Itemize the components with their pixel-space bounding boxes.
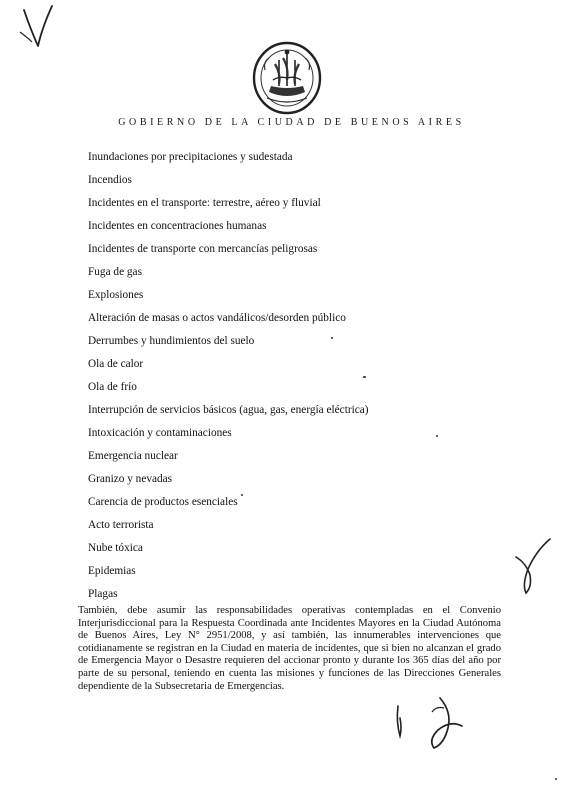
handwritten-check-mark xyxy=(18,2,58,52)
incident-type-item: Incidentes de transporte con mercancías peligrosas xyxy=(88,243,318,255)
incident-type-item: Alteración de masas o actos vandálicos/desorden público xyxy=(88,312,346,324)
incident-type-item: Acto terrorista xyxy=(88,519,154,531)
incident-type-item: Plagas xyxy=(88,588,118,600)
incident-type-item: Carencia de productos esenciales xyxy=(88,496,238,508)
scan-speck xyxy=(555,778,557,780)
handwritten-initials-bottom xyxy=(388,692,468,754)
incident-type-item: Interrupción de servicios básicos (agua, gas, energía eléctrica) xyxy=(88,404,369,416)
body-paragraph: También, debe asumir las responsabilidades operativas contempladas en el Convenio Interjurisdiccional para la Respuesta Coordinada ante Incidentes Mayores en la Ciudad Autónoma de Buenos Aires, Ley N° 2951/2008, y así también, las innumerables intervenciones que cotidianamente se registran en la Ciudad en materia de incidentes, que si bien no alcanzan el grado de Emergencia Mayor o Desastre requieren del accionar pronto y durante los 365 días del año por parte de su personal, teniendo en cuenta las misiones y funciones de las Direcciones Generales dependiente de la Subsecretaria de Emergencias. xyxy=(78,605,501,692)
incident-type-item: Inundaciones por precipitaciones y sudestada xyxy=(88,151,293,163)
incident-type-item: Granizo y nevadas xyxy=(88,473,173,485)
incident-type-item: Intoxicación y contaminaciones xyxy=(88,427,232,439)
incident-type-item: Epidemias xyxy=(88,565,136,577)
city-coat-of-arms-icon xyxy=(249,40,325,116)
incident-type-item: Incidentes en el transporte: terrestre, aéreo y fluvial xyxy=(88,197,321,209)
incident-type-item: Ola de frío xyxy=(88,381,137,393)
incident-type-list xyxy=(88,146,369,606)
incident-type-item: Incendios xyxy=(88,174,132,186)
scan-speck xyxy=(331,337,333,339)
incident-type-item: Fuga de gas xyxy=(88,266,142,278)
incident-type-item: Emergencia nuclear xyxy=(88,450,178,462)
incident-type-item: Incidentes en concentraciones humanas xyxy=(88,220,267,232)
government-header: GOBIERNO DE LA CIUDAD DE BUENOS AIRES xyxy=(118,117,465,128)
scan-speck xyxy=(241,494,243,496)
incident-type-item: Ola de calor xyxy=(88,358,144,370)
incident-type-item: Explosiones xyxy=(88,289,144,301)
handwritten-signature-right xyxy=(506,535,556,597)
scan-speck xyxy=(363,376,366,378)
incident-type-item: Nube tóxica xyxy=(88,542,143,554)
incident-type-item: Derrumbes y hundimientos del suelo xyxy=(88,335,255,347)
scan-speck xyxy=(436,435,438,437)
